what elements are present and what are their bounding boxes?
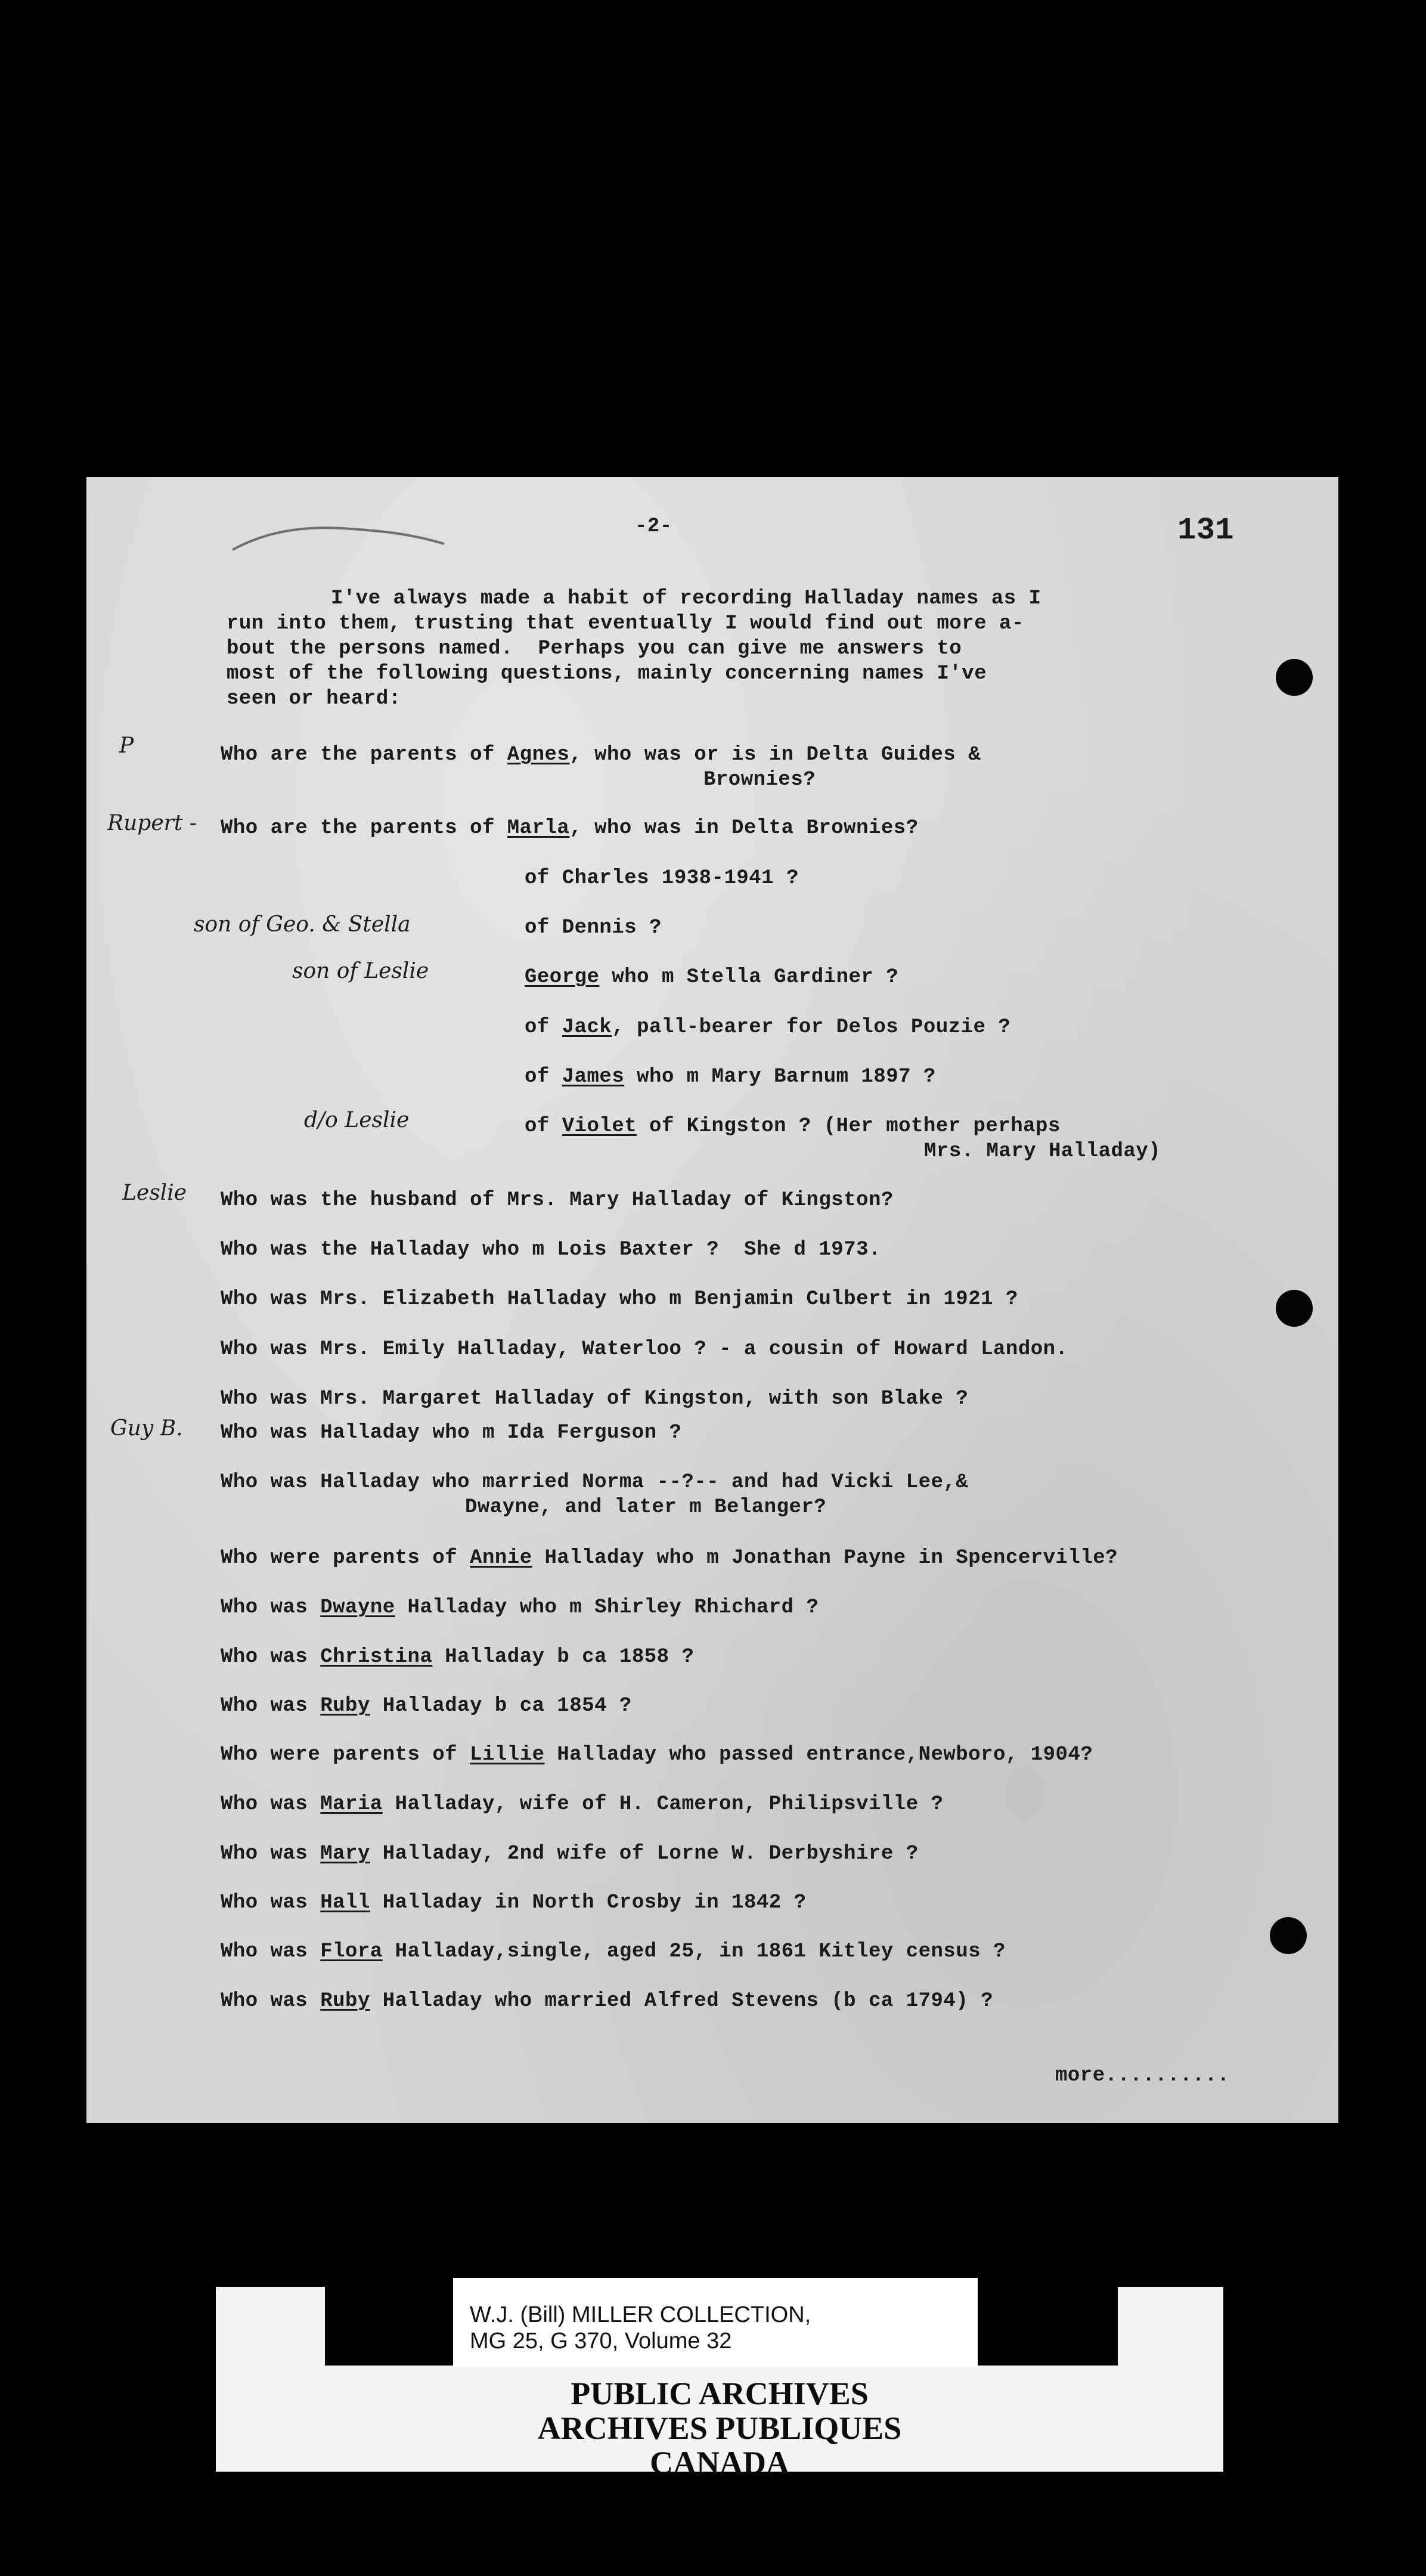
handwritten-note: d/o Leslie <box>304 1108 410 1132</box>
question-line: Who was Dwayne Halladay who m Shirley Rhichard ? <box>221 1596 819 1619</box>
question-line: Who was Maria Halladay, wife of H. Cameron, Philipsville ? <box>221 1793 944 1816</box>
handwritten-note: son of Leslie <box>292 959 429 983</box>
question-line: Who was the husband of Mrs. Mary Halladay of Kingston? <box>221 1189 894 1212</box>
question-line: Who was Halladay who m Ida Ferguson ? <box>221 1422 682 1444</box>
archives-english: PUBLIC ARCHIVES <box>571 2376 869 2411</box>
intro-line: most of the following questions, mainly concerning names I've <box>227 662 987 685</box>
archives-stamp <box>216 2376 1223 2480</box>
question-line: of Jack, pall-bearer for Delos Pouzie ? <box>525 1016 1011 1039</box>
collection-volume: MG 25, G 370, Volume 32 <box>470 2329 732 2354</box>
label-notch <box>978 2287 1118 2366</box>
handwritten-note: Guy B. <box>110 1416 183 1441</box>
question-line: Who was Halladay who married Norma --?-- and had Vicki Lee,& <box>221 1471 969 1494</box>
question-continuation: Mrs. Mary Halladay) <box>924 1140 1161 1163</box>
collection-name: W.J. (Bill) MILLER COLLECTION, <box>470 2302 811 2327</box>
document-page <box>86 477 1338 2123</box>
intro-line: I've always made a habit of recording Halladay names as I <box>331 587 1041 610</box>
question-line: Who was Ruby Halladay b ca 1854 ? <box>221 1695 632 1717</box>
archives-french: ARCHIVES PUBLIQUES <box>537 2410 902 2446</box>
punch-hole <box>1276 659 1313 696</box>
intro-line: bout the persons named. Perhaps you can give me answers to <box>227 637 962 660</box>
question-line: Who was Ruby Halladay who married Alfred Stevens (b ca 1794) ? <box>221 1990 994 2012</box>
question-line: of James who m Mary Barnum 1897 ? <box>525 1066 936 1088</box>
question-line: of Violet of Kingston ? (Her mother perhaps <box>525 1115 1061 1138</box>
intro-line: seen or heard: <box>227 688 401 710</box>
question-line: Who are the parents of Agnes, who was or is in Delta Guides & <box>221 744 981 766</box>
question-continuation: Brownies? <box>703 769 816 791</box>
question-line: of Dennis ? <box>525 917 662 939</box>
question-line: Who was Christina Halladay b ca 1858 ? <box>221 1646 695 1668</box>
punch-hole <box>1270 1917 1307 1954</box>
question-line: Who was Flora Halladay,single, aged 25, in 1861 Kitley census ? <box>221 1940 1006 1963</box>
page-marker: -2- <box>635 515 672 538</box>
handwritten-note: P <box>119 733 134 758</box>
question-line: of Charles 1938-1941 ? <box>525 867 799 890</box>
archives-country: CANADA <box>650 2445 789 2481</box>
question-line: Who was Mary Halladay, 2nd wife of Lorne W. Derbyshire ? <box>221 1843 919 1865</box>
question-line: Who are the parents of Marla, who was in Delta Brownies? <box>221 817 919 840</box>
page-number: 131 <box>1177 513 1235 548</box>
question-line: Who was Hall Halladay in North Crosby in 1842 ? <box>221 1891 807 1914</box>
question-line: Who were parents of Lillie Halladay who passed entrance,Newboro, 1904? <box>221 1744 1093 1766</box>
question-line: Who was Mrs. Elizabeth Halladay who m Benjamin Culbert in 1921 ? <box>221 1288 1018 1311</box>
handwritten-note: Leslie <box>122 1181 187 1205</box>
question-line: George who m Stella Gardiner ? <box>525 966 899 989</box>
question-line: Who were parents of Annie Halladay who m Jonathan Payne in Spencerville? <box>221 1547 1118 1569</box>
question-continuation: Dwayne, and later m Belanger? <box>465 1496 827 1519</box>
handwritten-note: Rupert - <box>107 811 197 835</box>
intro-line: run into them, trusting that eventually I would find out more a- <box>227 612 1024 635</box>
more-indicator: more.......... <box>1055 2064 1230 2087</box>
pencil-scribble <box>230 520 450 556</box>
handwritten-note: son of Geo. & Stella <box>194 912 411 937</box>
label-notch <box>325 2287 453 2366</box>
punch-hole <box>1276 1290 1313 1327</box>
question-line: Who was the Halladay who m Lois Baxter ? She d 1973. <box>221 1239 881 1261</box>
question-line: Who was Mrs. Margaret Halladay of Kingston, with son Blake ? <box>221 1388 969 1410</box>
collection-reference <box>453 2278 978 2367</box>
question-line: Who was Mrs. Emily Halladay, Waterloo ? - a cousin of Howard Landon. <box>221 1338 1068 1361</box>
